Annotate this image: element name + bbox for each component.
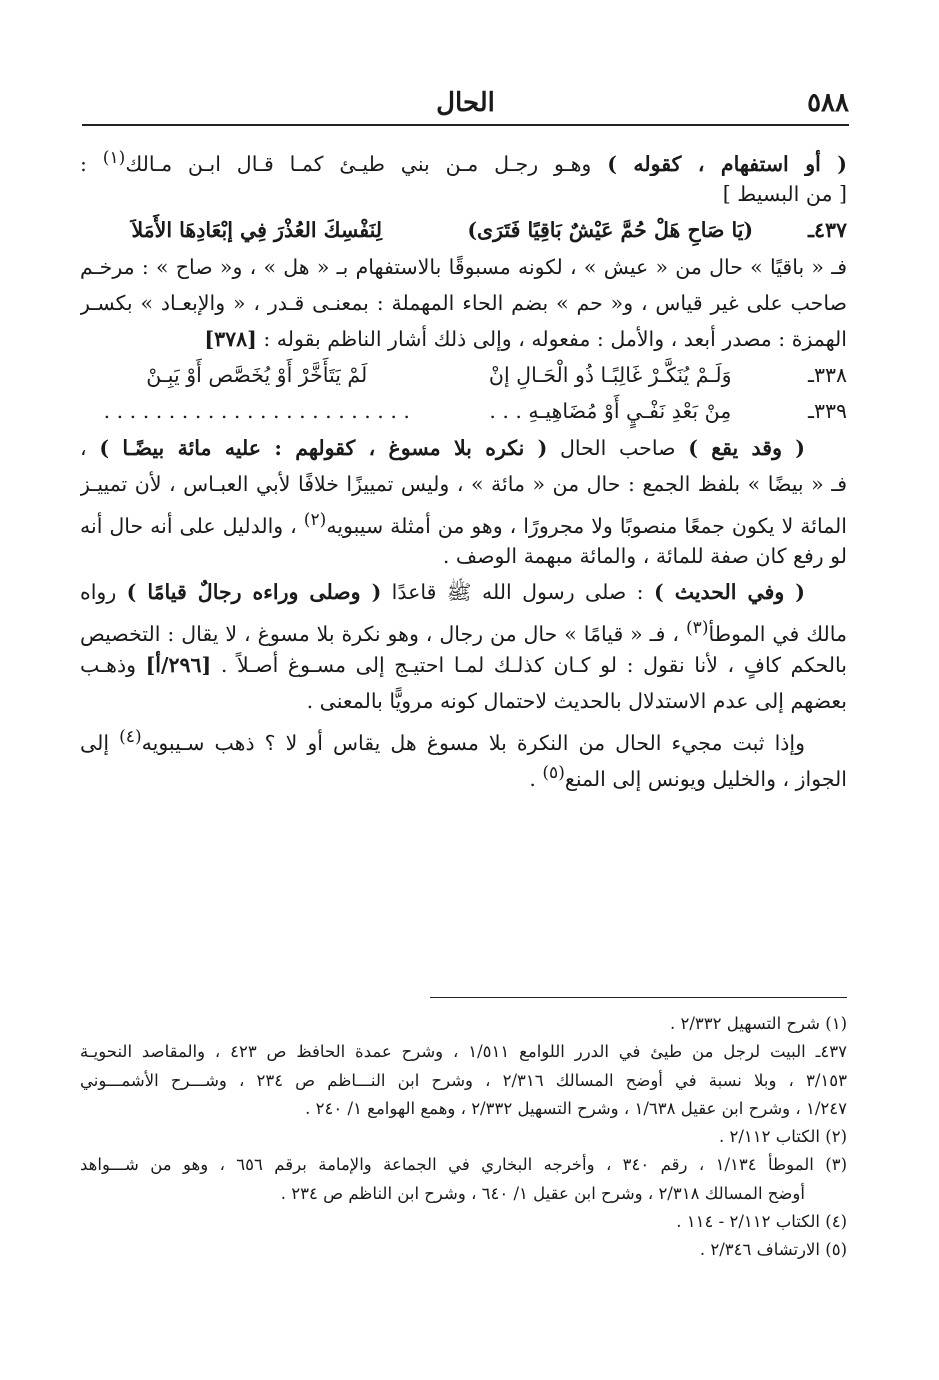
footnote-ref-1: (١): [102, 148, 126, 168]
footnote-3-line-2: أوضح المسالك ٢/٣١٨ ، وشرح ابن عقيل ١/ ٦٤٠ ، وشرح ابن الناظم ص ٢٣٤ .: [280, 1183, 805, 1203]
text-line-18: [80, 755, 847, 791]
footnote-ref-3: (٣): [685, 618, 709, 639]
text-line-16: بعضهم إلى عدم الاستدلال بالحديث لاحتمال كونه مرويًّا بالمعنى .: [306, 688, 847, 713]
footnote-437-line-3: ١/٢٤٧ ، وشرح ابن عقيل ١/٦٣٨ ، وشرح التسهيل ٢/٣٣٢ ، وهمع الهوامع ١/ ٢٤٠ .: [305, 1098, 847, 1118]
text-run: ، والدليل على أنه حال أنه: [80, 513, 304, 538]
bold-phrase: ( وصلى وراءه رجالٌ قيامًا ): [126, 580, 382, 605]
verse-second-hemistich: . . . . . . . . . . . . . . . . . . . . . . . .: [103, 399, 410, 424]
text-run: : صلى رسول الله ﷺ قاعدًا: [381, 580, 654, 605]
footnote-5: (٥) الارتشاف ٢/٣٤٦ .: [699, 1240, 847, 1260]
footnote-ref-4: (٤): [119, 727, 142, 747]
text-run: إلى: [80, 730, 120, 755]
page-title: الحال: [436, 88, 495, 118]
footnotes: [80, 1010, 847, 1265]
verse-first-hemistich: وَلَـمْ يُنَكَّـرْ غَالِبًـا ذُو الْحَـالِ إنْ: [488, 363, 732, 388]
text-run: رواه: [80, 580, 127, 605]
text-line-11: [80, 502, 847, 538]
footnote-4: (٤) الكتاب ٢/١١٢ - ١١٤ .: [676, 1212, 847, 1232]
verse-second-hemistich: لَمْ يَتَأَخَّرْ أَوْ يُخَصَّص أَوْ يَبِـنْ: [146, 363, 368, 388]
text-run: وإذا ثبت مجيء الحال من النكرة بلا مسوغ هل يقاس أو لا ؟ ذهب سـيبويه: [141, 730, 805, 755]
footnote-ref-2: (٢): [303, 509, 327, 530]
text-run: مالك في الموطأ: [708, 622, 847, 647]
text-run: الهمزة : مصدر أبعد ، والأمل : مفعوله ، وإلى ذلك أشار الناظم بقوله :: [256, 326, 847, 351]
text-run: بالحكم كافٍ ، لأنا نقول : لو كـان كذلـك لمـا احتيـج إلى مسـوغ أصـلاً .: [211, 652, 847, 677]
text-run: وهـو رجـل مـن بني طيـئ كمـا قـال ابـن مـالك: [125, 151, 608, 176]
text-run: ،: [80, 435, 100, 460]
text-run: ، فـ « قيامًا » حال من رجال ، وهو نكرة بلا مسوغ ، لا يقال : التخصيص: [80, 622, 686, 647]
verse-339: [80, 393, 847, 429]
meter-text: [ من البسيط ]: [722, 182, 847, 207]
text-run: .: [529, 767, 543, 792]
verse-338: [80, 357, 847, 393]
footnote-2: (٢) الكتاب ٢/١١٢ .: [718, 1127, 847, 1147]
verse-second-hemistich: لِنَفْسِكَ العُذْرَ فِي إبْعَادِهَا الأَمَلاَ: [131, 218, 383, 243]
text-line-10: فـ « بيضًا » بلفظ الجمع : حال من « مائة » ، وليس تمييزًا خلافًا لأبي العبـاس ، لأن تمييـز: [80, 471, 847, 496]
text-run: صاحب الحال: [547, 435, 689, 460]
verse-first-hemistich: (يَا صَاحِ هَلْ حُمَّ عَيْشٌ بَاقِيًا فَتَرَى): [467, 218, 754, 243]
footnote-1: (١) شرح التسهيل ٢/٣٣٢ .: [670, 1014, 847, 1033]
text-line-13: [80, 574, 847, 610]
verse-number: ٣٣٩ـ: [807, 399, 847, 424]
footnote-437-line-2: ٣/١٥٣ ، وبلا نسبة في أوضح المسالك ٢/٣١٦ ، وشرح ابن النـــاظم ص ٢٣٤ ، وشـــرح الأشمـــوني: [80, 1070, 847, 1090]
text-line-17: [80, 719, 847, 755]
verse-number: ٣٣٨ـ: [807, 363, 847, 388]
footnote-ref-5: (٥): [542, 763, 565, 784]
footnote-437-line-1: ٤٣٧ـ البيت لرجل من طيئ في الدرر اللوامع ١/٥١١ ، وشرح عمدة الحافظ ص ٤٢٣ ، والمقاصد النحويـة: [80, 1042, 847, 1062]
verse-first-hemistich: مِنْ بَعْدِ نَفْـيٍ أَوْ مُضَاهِيـهِ . . .: [489, 399, 732, 424]
text-run: الجواز ، والخليل ويونس إلى المنع: [564, 767, 847, 792]
bold-phrase: ( أو استفهام ، كقوله ): [607, 151, 847, 176]
footnote-separator: [430, 997, 847, 998]
text-run: وذهـب: [80, 652, 146, 677]
text-line-12: لو رفع كان صفة للمائة ، والمائة مبهمة الوصف .: [442, 544, 847, 569]
text-line-4: فـ « باقيًا » حال من « عيش » ، لكونه مسبوقًا بالاستفهام بـ « هل » ، و« صاح » : مرخـم: [80, 254, 847, 279]
text-run: :: [80, 151, 103, 176]
verse-reference: [٣٧٨]: [204, 326, 257, 351]
bold-phrase: ( نكره بلا مسوغ ، كقولهم : عليه مائة بيضًـا ): [99, 435, 548, 460]
manuscript-folio-ref: [٢٩٦/أ]: [145, 652, 212, 677]
verse-437: [80, 212, 847, 248]
text-run: المائة لا يكون جمعًا منصوبًا ولا مجرورًا ، وهو من أمثلة سيبويه: [326, 513, 847, 538]
text-line-5: صاحب على غير قياس ، و« حم » بضم الحاء المهملة : بمعنـى قـدر ، « والإبعـاد » بكسـر: [80, 290, 847, 315]
main-text: [80, 140, 847, 791]
text-line-14: [80, 610, 847, 646]
page-number: ٥٨٨: [807, 88, 849, 118]
text-line-9: [80, 430, 847, 466]
verse-number: ٤٣٧ـ: [807, 218, 847, 243]
header-rule: [82, 124, 849, 126]
bold-phrase: ( وقد يقع ): [688, 435, 805, 460]
running-header: [82, 88, 849, 124]
footnote-3-line-1: (٣) الموطأ ١/١٣٤ ، رقم ٣٤٠ ، وأخرجه البخاري في الجماعة والإمامة برقم ٦٥٦ ، وهو من شـــواهد: [80, 1155, 847, 1175]
bold-phrase: ( وفي الحديث ): [653, 580, 805, 605]
text-line-15: [80, 647, 847, 683]
text-line-6: [80, 321, 847, 357]
text-line-1: [80, 140, 847, 176]
meter-label: [80, 176, 847, 212]
